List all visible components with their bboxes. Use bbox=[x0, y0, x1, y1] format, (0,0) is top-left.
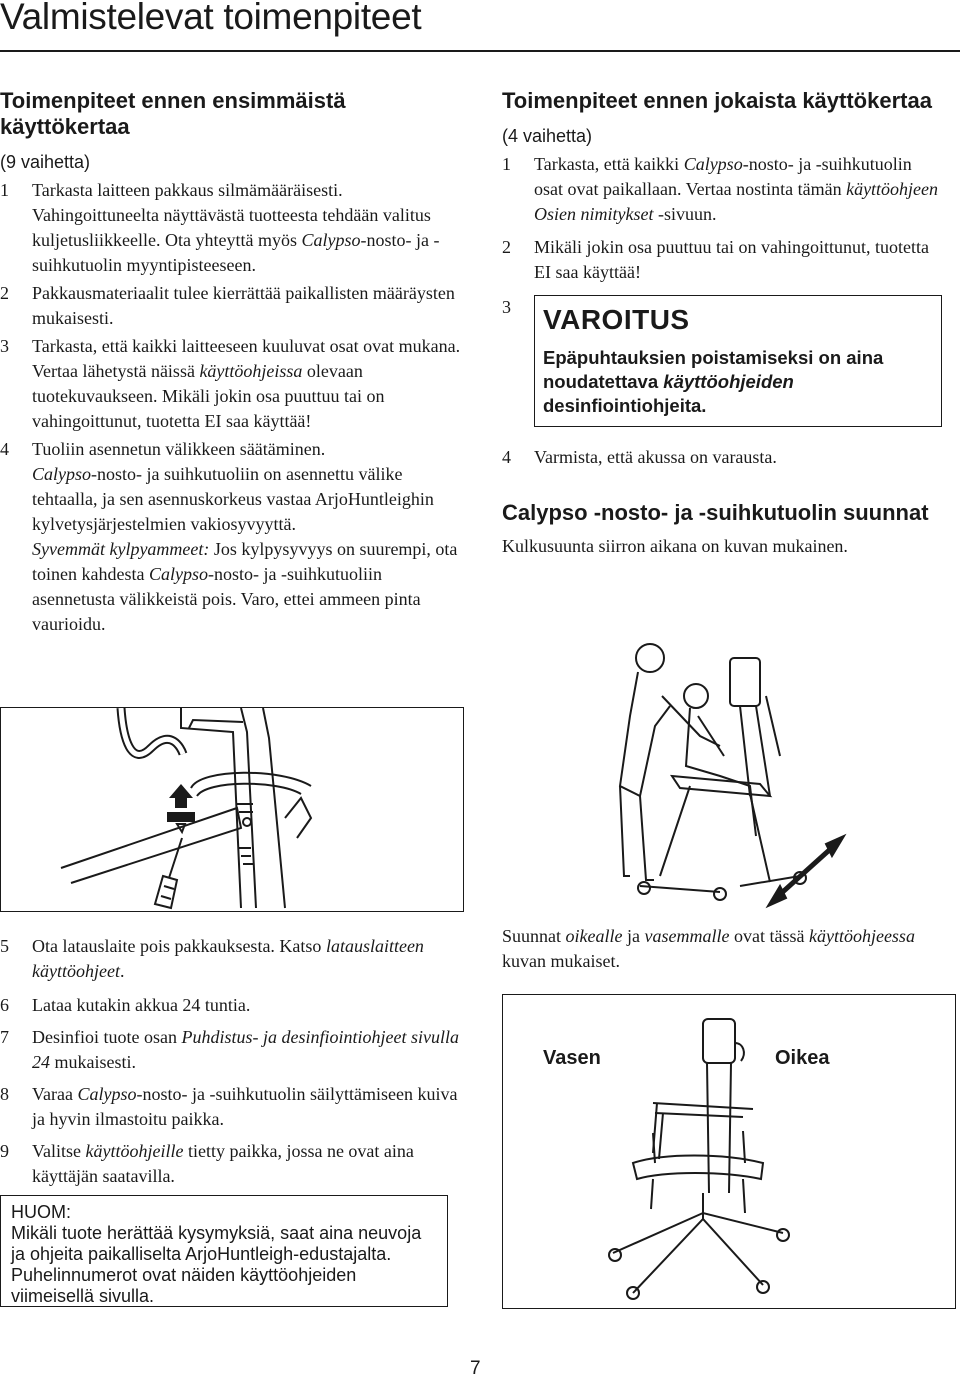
step-8: 8 Varaa Calypso-nosto- ja -suihkutuolin säilyttämiseen kuiva ja hyvin ilmastoitu paikka. bbox=[0, 1084, 458, 1129]
page-title: Valmistelevat toimenpiteet bbox=[0, 0, 422, 37]
steps-count: (4 vaihetta) bbox=[502, 126, 593, 146]
steps-count: (9 vaihetta) bbox=[0, 152, 91, 172]
note-label: HUOM: bbox=[11, 1202, 71, 1222]
step-7: 7 Desinfioi tuote osan Puhdistus- ja desinfiointiohjeet sivulla 24 mukaisesti. bbox=[0, 1027, 459, 1072]
warning-title: VAROITUS bbox=[543, 304, 690, 335]
left-column-lower bbox=[0, 934, 462, 1189]
shower-chair-icon bbox=[593, 1013, 803, 1303]
spacer-illustration bbox=[0, 707, 464, 912]
label-left: Vasen bbox=[543, 1047, 601, 1069]
step-4: 4 Tuoliin asennetun välikkeen säätäminen. Calypso-nosto- ja suihkutuoliin on asennettu välike tehtaalla, ja sen asennuskorkeus vastaa ArjoHuntleighin kylvetysjärjestelmien vakiosyvyyttä. Syvemmät kylpyammeet: Jos kylpysyvyys on suurempi, ota toinen kahdesta Calypso-nosto- ja -suihkutuoliin asennetusta välikkeistä pois. Varo, ettei ammeen pinta vaurioidu. bbox=[0, 439, 458, 634]
step-1: 1 Tarkasta laitteen pakkaus silmämääräisesti. Vahingoittuneelta näyttävästä tuotteesta tehdään valitus kuljetusliikkeelle. Ota yhteyttä myös Calypso-nosto- ja -suihkutuolin myyntipisteeseen. bbox=[0, 180, 440, 275]
directions-intro: Kulkusuunta siirron aikana on kuvan mukainen. bbox=[502, 536, 848, 556]
label-right: Oikea bbox=[775, 1047, 830, 1069]
chair-orientation-illustration bbox=[502, 994, 956, 1309]
page-number: 7 bbox=[470, 1358, 481, 1379]
section-heading-each-use: Toimenpiteet ennen jokaista käyttökertaa bbox=[502, 88, 932, 113]
warning-box bbox=[534, 295, 942, 427]
step-2: 2 Mikäli jokin osa puuttuu tai on vahingoittunut, tuotetta EI saa käyttää! bbox=[502, 237, 929, 282]
title-rule bbox=[0, 50, 960, 52]
travel-direction-icon bbox=[600, 636, 860, 912]
step-5: 5 Ota latauslaite pois pakkauksesta. Katso latauslaitteen käyttöohjeet. bbox=[0, 936, 424, 981]
left-column bbox=[0, 88, 462, 637]
screwdriver-icon bbox=[1, 708, 462, 910]
section-heading-first-use: Toimenpiteet ennen ensimmäistä käyttökertaa bbox=[0, 88, 346, 139]
step-2: 2 Pakkausmateriaalit tulee kierrättää paikallisten määräysten mukaisesti. bbox=[0, 283, 455, 328]
directions-text: Suunnat oikealle ja vasemmalle ovat tässä käyttöohjeessa kuvan mukaiset. bbox=[502, 926, 915, 971]
step-6: 6 Lataa kutakin akkua 24 tuntia. bbox=[0, 995, 251, 1015]
step-9: 9 Valitse käyttöohjeille tietty paikka, jossa ne ovat aina käyttäjän saatavilla. bbox=[0, 1141, 414, 1186]
step-3: 3 VAROITUS Epäpuhtauksien poistamiseksi on aina noudatettava käyttöohjeiden desinfiointiohjeita. bbox=[502, 295, 942, 427]
step-4: 4 Varmista, että akussa on varausta. bbox=[502, 447, 777, 467]
note-text: Mikäli tuote herättää kysymyksiä, saat aina neuvoja ja ohjeita paikalliselta ArjoHuntleigh-edustajalta. Puhelinnumerot ovat näiden käyttöohjeiden viimeisellä sivulla. bbox=[11, 1223, 422, 1306]
step-1: 1 Tarkasta, että kaikki Calypso-nosto- ja -suihkutuolin osat ovat paikallaan. Vertaa nostinta tämän käyttöohjeen Osien nimitykset -sivuun. bbox=[502, 154, 939, 224]
warning-text: Epäpuhtauksien poistamiseksi on aina noudatettava käyttöohjeiden desinfiointiohjeita. bbox=[543, 347, 884, 416]
right-column bbox=[502, 88, 942, 559]
note-box bbox=[0, 1195, 448, 1307]
step-3: 3 Tarkasta, että kaikki laitteeseen kuuluvat osat ovat mukana. Vertaa lähetystä näissä käyttöohjeissa olevaan tuotekuvaukseen. Mikäli jokin osa puuttuu tai on vahingoittunut, tuotetta EI saa käyttää! bbox=[0, 336, 461, 431]
section-heading-directions: Calypso -nosto- ja -suihkutuolin suunnat bbox=[502, 500, 929, 525]
transfer-illustration bbox=[600, 636, 860, 912]
